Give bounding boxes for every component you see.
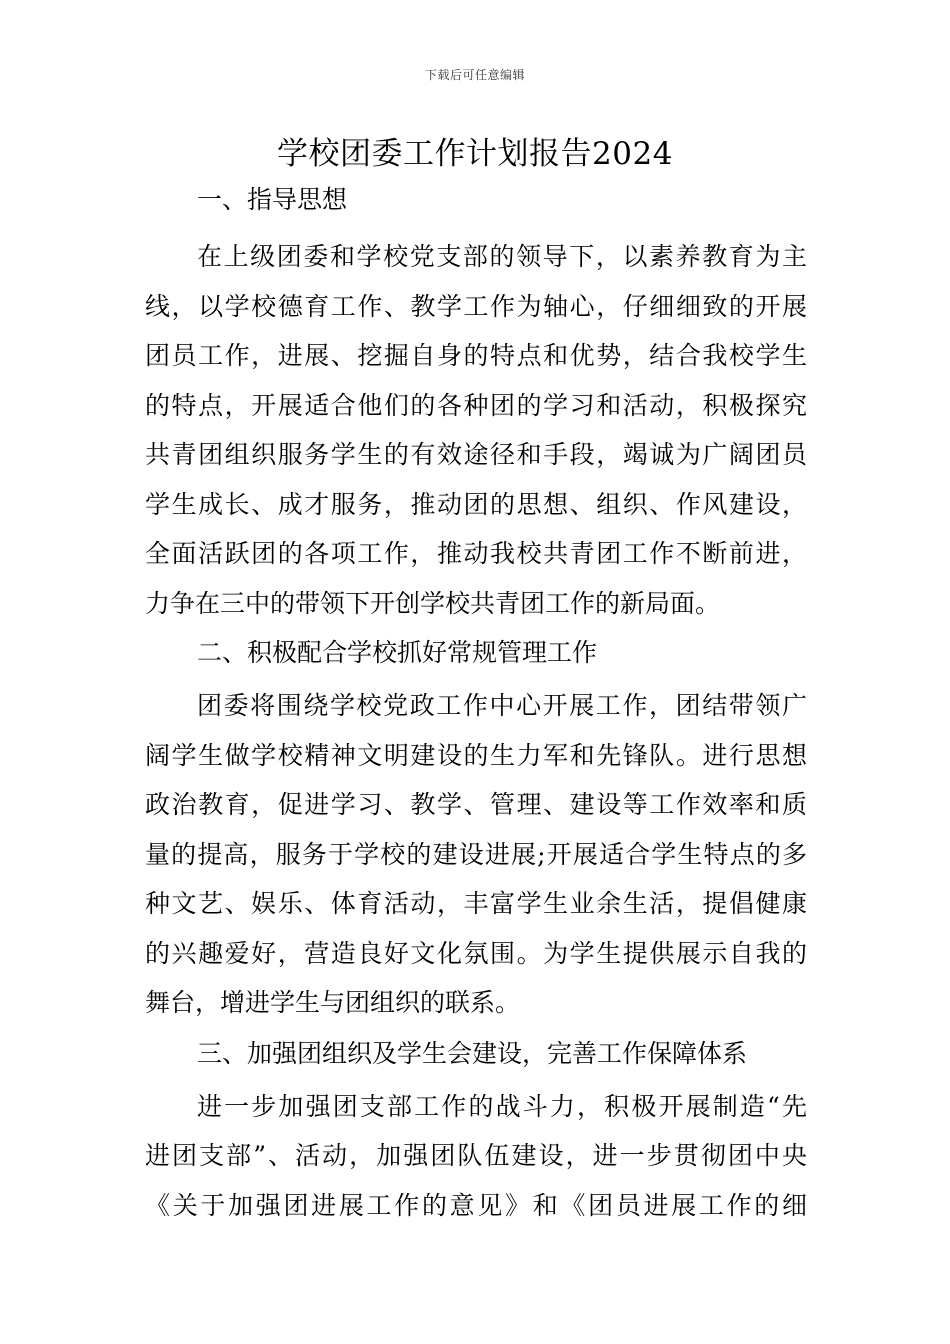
text-line: 《关于加强团进展工作的意见》和《团员进展工作的细 <box>145 1190 807 1220</box>
text-line: 团委将围绕学校党政工作中心开展工作，团结带领广 <box>197 691 807 720</box>
paragraph-routine-management <box>145 681 807 1028</box>
text-line: 的特点，开展适合他们的各种团的学习和活动，积极探究 <box>145 390 807 420</box>
text-line: 种文艺、娱乐、体育活动，丰富学生业余生活，提倡健康 <box>145 889 807 918</box>
text-line: 阔学生做学校精神文明建设的生力军和先锋队。进行思想 <box>145 740 807 770</box>
text-line: 团员工作，进展、挖掘自身的特点和优势，结合我校学生 <box>145 341 807 370</box>
paragraph-organization-building <box>145 1082 807 1231</box>
text-line: 的兴趣爱好，营造良好文化氛围。为学生提供展示自我的 <box>145 938 807 968</box>
text-line: 政治教育，促进学习、教学、管理、建设等工作效率和质 <box>145 790 807 819</box>
text-line: 线，以学校德育工作、教学工作为轴心，仔细细致的开展 <box>145 291 807 321</box>
text-line: 量的提高，服务于学校的建设进展;开展适合学生特点的多 <box>145 839 807 869</box>
text-line: 共青团组织服务学生的有效途径和手段，竭诚为广阔团员 <box>145 440 807 469</box>
section-heading-routine-management: 二、积极配合学校抓好常规管理工作 <box>197 638 598 667</box>
text-line: 进团支部”、活动，加强团队伍建设，进一步贯彻团中央 <box>145 1141 807 1170</box>
section-heading-guiding-thought: 一、指导思想 <box>197 185 348 214</box>
document-body <box>145 176 807 1230</box>
section-heading-organization-building: 三、加强团组织及学生会建设，完善工作保障体系 <box>197 1038 748 1068</box>
paragraph-guiding-thought <box>145 232 807 628</box>
text-line: 舞台，增进学生与团组织的联系。 <box>145 988 521 1017</box>
document-title: 学校团委工作计划报告2024 <box>277 136 673 172</box>
header-note: 下载后可任意编辑 <box>424 68 525 82</box>
text-line: 学生成长、成才服务，推动团的思想、组织、作风建设， <box>145 489 807 519</box>
text-line: 在上级团委和学校党支部的领导下，以素养教育为主 <box>197 242 807 271</box>
text-line: 进一步加强团支部工作的战斗力，积极开展制造“先 <box>197 1091 807 1121</box>
text-line: 全面活跃团的各项工作，推动我校共青团工作不断前进， <box>145 539 807 568</box>
text-line: 力争在三中的带领下开创学校共青团工作的新局面。 <box>145 588 721 618</box>
